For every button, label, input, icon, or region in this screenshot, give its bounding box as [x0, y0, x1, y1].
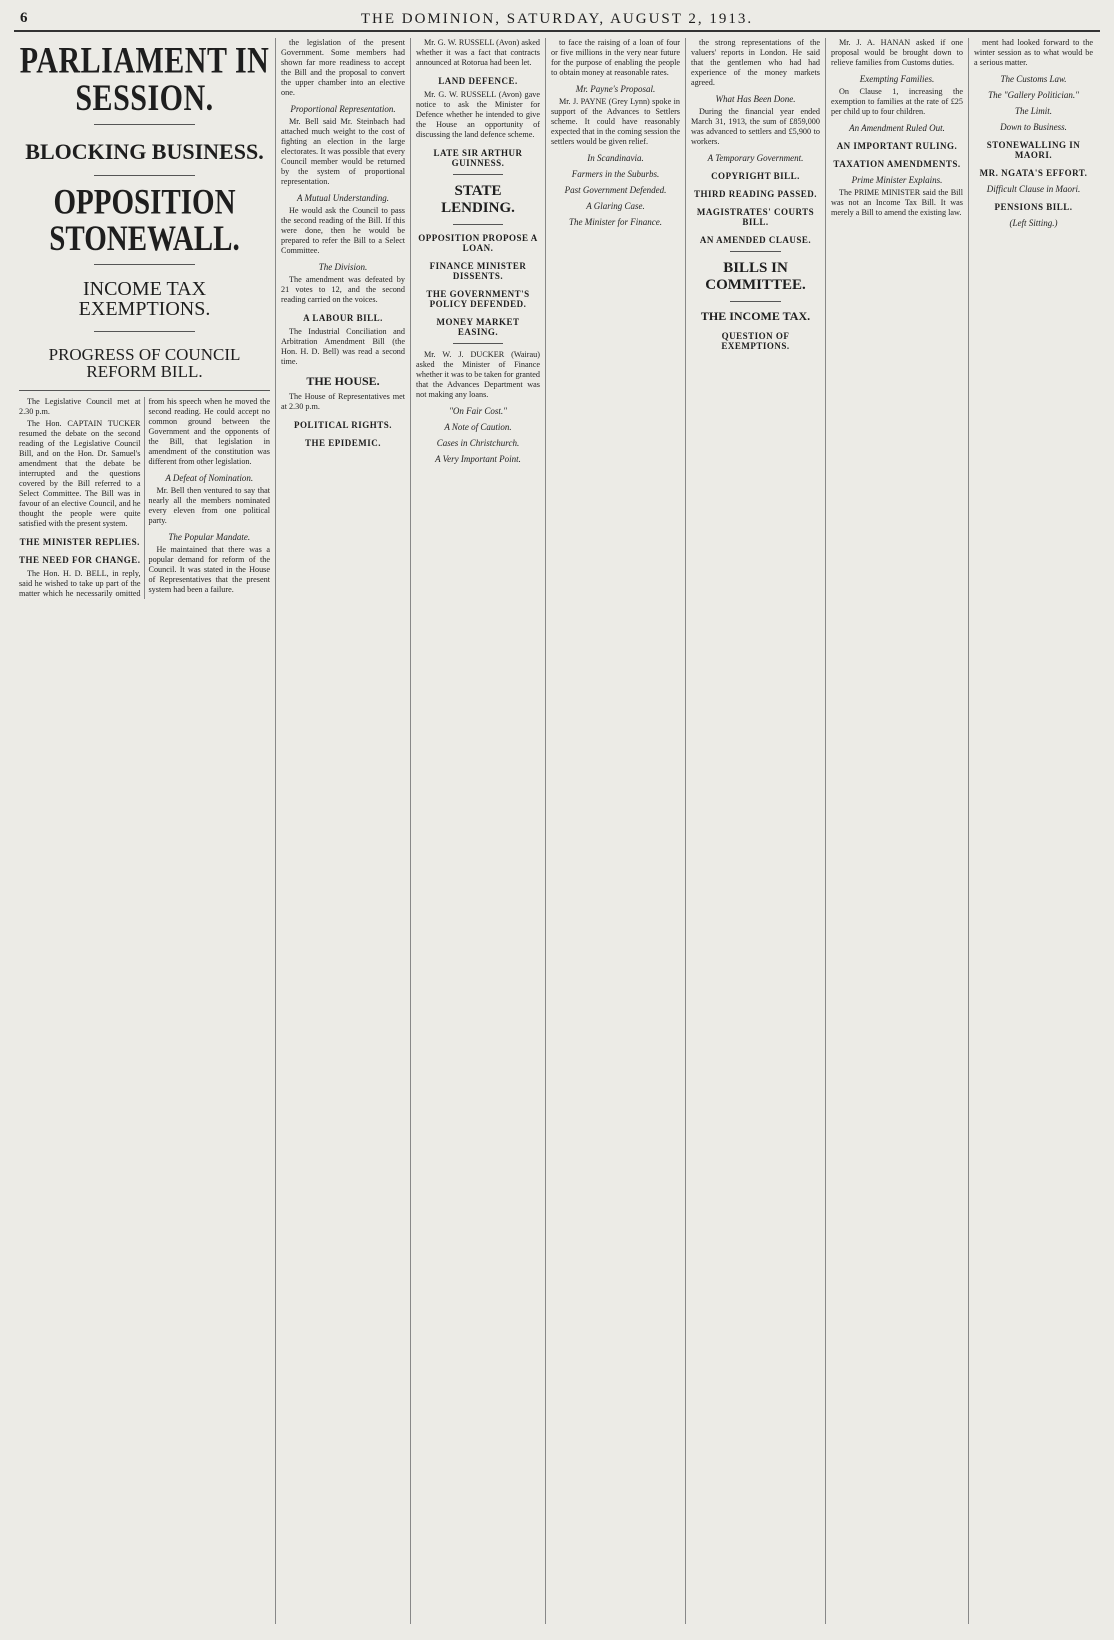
section-subheading: The Division.	[318, 262, 368, 272]
section-heading: MR. NGATA'S EFFORT.	[979, 168, 1088, 178]
section-subheading: Prime Minister Explains.	[851, 175, 943, 185]
section-subheading: Difficult Clause in Maori.	[986, 184, 1081, 194]
headline-exemptions: QUESTION OF EXEMPTIONS.	[721, 331, 790, 352]
article-paragraph: The Hon. CAPTAIN TUCKER resumed the debate on the second reading of the Legislative Council Bill, and on the Hon. Dr. Samuel's amendment that the debate be interrupted and the questions covered by the Bill referred to a Select Committee. The Bill was in favour of an elective Council, and he thought the people were quite satisfied with the present system.	[19, 419, 141, 528]
headline-opposition: OPPOSITION STONEWALL.	[49, 182, 240, 259]
article-paragraph: Mr. W. J. DUCKER (Wairau) asked the Minister of Finance whether it was to be taken for granted that the Advances Department was not making any loans.	[416, 349, 540, 399]
section-heading: TAXATION AMENDMENTS.	[833, 159, 961, 169]
headline-income-tax-2: THE INCOME TAX.	[700, 308, 811, 323]
section-subheading: A Very Important Point.	[435, 453, 521, 464]
headline-income-tax: INCOME TAX EXEMPTIONS.	[78, 278, 211, 320]
article-paragraph: The amendment was defeated by 21 votes to 12, and the second reading carried on the voices.	[281, 275, 405, 304]
article-paragraph: Mr. Bell said Mr. Steinbach had attached much weight to the cost of fighting an election in the large electorates. It was possible that every Council member would be returned by the system of proportional representation.	[281, 117, 405, 186]
section-heading: LATE SIR ARTHUR GUINNESS.	[433, 148, 523, 168]
section-heading: AN IMPORTANT RULING.	[836, 141, 958, 151]
article-paragraph: He would ask the Council to pass the second reading of the Bill. If this were done, then he would be prepared to refer the Bill to a Select Committee.	[281, 206, 405, 255]
section-subheading: What Has Been Done.	[715, 94, 796, 104]
masthead	[14, 8, 1100, 32]
article-paragraph: The PRIME MINISTER said the Bill was not an Income Tax Bill. It was merely a Bill to amend the existing law.	[831, 188, 963, 217]
section-subheading: An Amendment Ruled Out.	[849, 123, 945, 133]
article-paragraph: He maintained that there was a popular demand for reform of the Council. It was stated in the House of Representatives that the present system had been a failure.	[148, 545, 270, 594]
headline-sub: FINANCE MINISTER DISSENTS.	[429, 260, 527, 281]
section-heading-house: THE HOUSE.	[306, 374, 380, 388]
section-subheading: Proportional Representation.	[290, 104, 396, 114]
article-paragraph: the strong representations of the valuers' reports in London. He said that the gentlemen who had had experience of the money markets agreed.	[691, 38, 820, 87]
section-subheading: The Minister for Finance.	[569, 217, 662, 227]
column-3	[411, 38, 546, 1624]
page-number: 6	[20, 10, 28, 26]
article-paragraph: Mr. J. A. HANAN asked if one proposal would be brought down to relieve families from Customs duties.	[831, 38, 963, 67]
columns	[14, 38, 1100, 1624]
headline-state-lending: STATE LENDING.	[441, 183, 515, 217]
section-subheading: Mr. Payne's Proposal.	[575, 84, 656, 94]
article-paragraph: On Clause 1, increasing the exemption to families at the rate of £25 per child up to four children.	[831, 87, 963, 116]
section-heading: THIRD READING PASSED.	[693, 189, 818, 199]
headline-parliament: PARLIAMENT IN SESSION.	[19, 40, 270, 119]
article-paragraph: Mr. Bell then ventured to say that nearly all the members nominated every eleven from one political party.	[148, 486, 270, 525]
section-heading: COPYRIGHT BILL.	[711, 171, 800, 181]
column-6	[826, 38, 969, 1624]
section-subheading: (Left Sitting.)	[1009, 218, 1058, 228]
section-heading: AN AMENDED CLAUSE.	[699, 235, 812, 245]
section-subheading: Past Government Defended.	[564, 185, 667, 195]
article-paragraph: the legislation of the present Government. Some members had shown far more readiness to accept the Bill and the proposal to convert the upper chamber into an elective one.	[281, 38, 405, 97]
section-heading: THE EPIDEMIC.	[304, 437, 381, 448]
article-paragraph: The Industrial Conciliation and Arbitration Amendment Bill (the Hon. H. D. Bell) was read a second time.	[281, 327, 405, 366]
article-paragraph: During the financial year ended March 31, 1913, the sum of £859,000 was advanced to settlers and £5,900 to workers.	[691, 107, 820, 146]
article-paragraph: The Legislative Council met at 2.30 p.m.	[19, 397, 141, 416]
section-subheading: The Customs Law.	[1000, 74, 1067, 84]
headline-bills-committee: BILLS IN COMMITTEE.	[705, 260, 806, 294]
section-subheading: Down to Business.	[1000, 122, 1067, 132]
article-paragraph: Mr. G. W. RUSSELL (Avon) asked whether it was a fact that contracts announced at Rotorua had been let.	[416, 38, 540, 67]
article-paragraph: Mr. G. W. RUSSELL (Avon) gave notice to ask the Minister for Defence whether he intended to give the House an opportunity of discussing the land defence scheme.	[416, 90, 540, 139]
section-subheading: A Mutual Understanding.	[296, 193, 390, 203]
article-paragraph: Mr. J. PAYNE (Grey Lynn) spoke in support of the Advances to Settlers scheme. It could have reasonably expected that in the coming session the settlers would be given relief.	[551, 97, 680, 146]
section-subheading: The "Gallery Politician."	[988, 90, 1079, 100]
newspaper-title: THE DOMINION, SATURDAY, AUGUST 2, 1913.	[360, 11, 754, 27]
headline-council-reform: PROGRESS OF COUNCIL REFORM BILL.	[48, 345, 241, 381]
headline-sub: THE GOVERNMENT'S POLICY DEFENDED.	[426, 288, 530, 309]
section-subheading: "On Fair Cost."	[449, 405, 507, 416]
article-paragraph: The House of Representatives met at 2.30 p.m.	[281, 391, 405, 411]
section-subheading: A Note of Caution.	[444, 421, 512, 432]
article-paragraph: ment had looked forward to the winter session as to what would be a serious matter.	[974, 38, 1093, 67]
section-heading: PENSIONS BILL.	[994, 202, 1073, 212]
column-7	[969, 38, 1098, 1624]
section-heading: LAND DEFENCE.	[438, 76, 518, 86]
section-subheading: A Glaring Case.	[586, 201, 645, 211]
column-4	[546, 38, 686, 1624]
section-heading: THE NEED FOR CHANGE.	[19, 555, 141, 565]
section-heading: STONEWALLING IN MAORI.	[986, 140, 1081, 160]
section-subheading: The Popular Mandate.	[168, 532, 251, 542]
section-subheading: A Defeat of Nomination.	[165, 473, 254, 483]
headline-sub: OPPOSITION PROPOSE A LOAN.	[418, 232, 538, 253]
section-heading: A LABOUR BILL.	[303, 313, 383, 323]
column-5	[686, 38, 826, 1624]
section-heading: MAGISTRATES' COURTS BILL.	[696, 207, 815, 227]
section-subheading: The Limit.	[1014, 106, 1052, 116]
article-paragraph: The Hon. H. D. BELL, in reply, said he wished to take up part of the matter which he necessarily omitted from his speech when he moved the second reading. He could accept no common ground between the Government and the opponents of the Bill, that legislation in amendment of the constitution was different from other legislation.	[19, 397, 270, 598]
article-paragraph: to face the raising of a loan of four or five millions in the very near future for the purpose of enabling the people to obtain money at reasonable rates.	[551, 38, 680, 77]
column-1	[14, 38, 276, 1624]
section-heading: POLITICAL RIGHTS.	[293, 419, 393, 430]
section-subheading: Farmers in the Suburbs.	[571, 169, 660, 179]
headline-sub: MONEY MARKET EASING.	[436, 316, 520, 337]
section-heading: THE MINISTER REPLIES.	[19, 537, 140, 547]
section-subheading: A Temporary Government.	[707, 153, 804, 163]
headline-blocking: BLOCKING BUSINESS.	[25, 139, 264, 164]
section-subheading: Cases in Christchurch.	[436, 437, 520, 448]
column-2	[276, 38, 411, 1624]
section-subheading: Exempting Families.	[859, 74, 935, 84]
section-subheading: In Scandinavia.	[587, 153, 644, 163]
